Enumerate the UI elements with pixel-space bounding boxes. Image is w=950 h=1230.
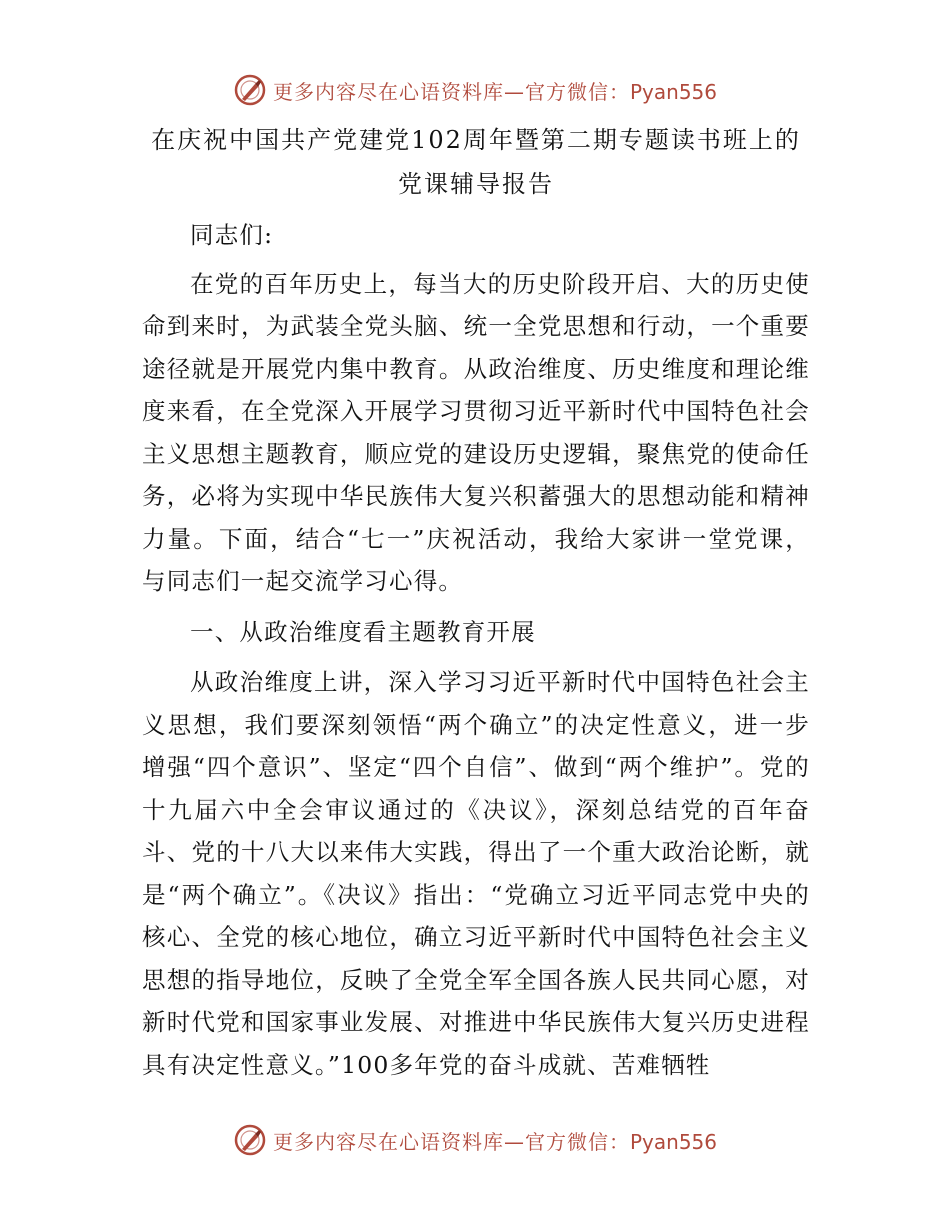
document-body xyxy=(142,118,810,1086)
pen-logo-icon xyxy=(233,1123,267,1157)
watermark-text: 更多内容尽在心语资料库—官方微信：Pyan556 xyxy=(272,1129,717,1154)
footer-watermark xyxy=(0,1120,950,1160)
intro-paragraph: 在党的百年历史上，每当大的历史阶段开启、大的历史使命到来时，为武装全党头脑、统一全党思想和行动，一个重要途径就是开展党内集中教育。从政治维度、历史维度和理论维度来看，在全党深入开展学习贯彻习近平新时代中国特色社会主义思想主题教育，顺应党的建设历史逻辑，聚焦党的使命任务，必将为实现中华民族伟大复兴积蓄强大的思想动能和精神力量。下面，结合“七一”庆祝活动，我给大家讲一堂党课，与同志们一起交流学习心得。 xyxy=(142,269,810,595)
pen-logo-icon xyxy=(233,73,267,107)
section-paragraph: 从政治维度上讲，深入学习习近平新时代中国特色社会主义思想，我们要深刻领悟“两个确立”的决定性意义，进一步增强“四个意识”、坚定“四个自信”、做到“两个维护”。党的十九届六中全会审议通过的《决议》，深刻总结党的百年奋斗、党的十八大以来伟大实践，得出了一个重大政治论断，就是“两个确立”。《决议》指出：“党确立习近平同志党中央的核心、全党的核心地位，确立习近平新时代中国特色社会主义思想的指导地位，反映了全党全军全国各族人民共同心愿，对新时代党和国家事业发展、对推进中华民族伟大复兴历史进程具有决定性意义。”100多年党的奋斗成就、苦难牺牲 xyxy=(142,668,810,1079)
watermark-text: 更多内容尽在心语资料库—官方微信：Pyan556 xyxy=(272,79,717,104)
watermark-handle: Pyan556 xyxy=(629,1129,717,1154)
header-watermark xyxy=(0,70,950,110)
document-title: 在庆祝中国共产党建党102周年暨第二期专题读书班上的党课辅导报告 xyxy=(151,126,801,198)
watermark-handle: Pyan556 xyxy=(629,79,717,104)
salutation: 同志们: xyxy=(190,221,274,249)
section-heading: 一、从政治维度看主题教育开展 xyxy=(190,617,536,646)
